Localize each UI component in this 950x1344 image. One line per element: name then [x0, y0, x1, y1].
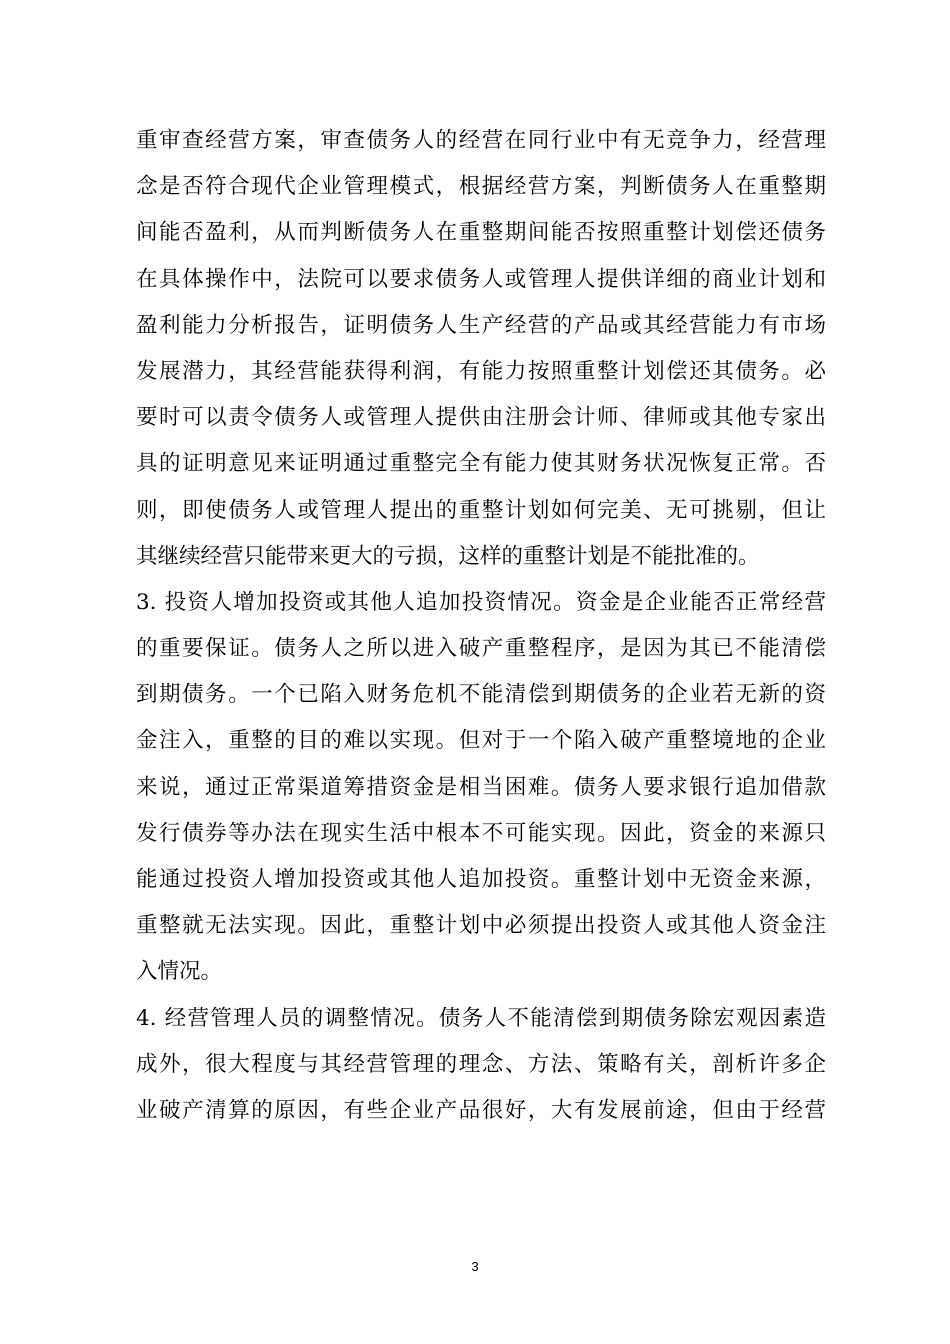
text-line: 3. 投资人增加投资或其他人追加投资情况。资金是企业能否正常经营	[136, 589, 826, 615]
text-line: 盈利能力分析报告，证明债务人生产经营的产品或其经营能力有市场	[136, 312, 826, 338]
text-line: 重整就无法实现。因此，重整计划中必须提出投资人或其他人资金注	[136, 913, 826, 939]
text-line: 发展潜力，其经营能获得利润，有能力按照重整计划偿还其债务。必	[136, 358, 826, 384]
text-line: 念是否符合现代企业管理模式，根据经营方案，判断债务人在重整期	[136, 174, 826, 200]
text-line: 发行债券等办法在现实生活中根本不可能实现。因此，资金的来源只	[136, 820, 826, 846]
body-text	[136, 118, 826, 1134]
text-line: 来说，通过正常渠道筹措资金是相当困难。债务人要求银行追加借款	[136, 774, 826, 800]
text-line: 则，即使债务人或管理人提出的重整计划如何完美、无可挑剔，但让	[136, 497, 826, 523]
text-line: 成外，很大程度与其经营管理的理念、方法、策略有关，剖析许多企	[136, 1051, 826, 1077]
text-line: 能通过投资人增加投资或其他人追加投资。重整计划中无资金来源，	[136, 867, 826, 892]
text-line: 要时可以责令债务人或管理人提供由注册会计师、律师或其他专家出	[136, 405, 826, 431]
text-line: 到期债务。一个已陷入财务危机不能清偿到期债务的企业若无新的资	[136, 682, 826, 708]
text-line: 金注入，重整的目的难以实现。但对于一个陷入破产重整境地的企业	[136, 728, 826, 754]
text-line: 重审查经营方案，审查债务人的经营在同行业中有无竞争力，经营理	[136, 128, 826, 153]
page-number: 3	[471, 1259, 479, 1274]
text-line: 在具体操作中，法院可以要求债务人或管理人提供详细的商业计划和	[136, 266, 826, 292]
text-line: 的重要保证。债务人之所以进入破产重整程序，是因为其已不能清偿	[136, 636, 826, 662]
text-line: 入情况。	[136, 959, 223, 985]
text-line: 其继续经营只能带来更大的亏损，这样的重整计划是不能批准的。	[136, 543, 760, 569]
text-line: 具的证明意见来证明通过重整完全有能力使其财务状况恢复正常。否	[136, 451, 826, 477]
text-line: 间能否盈利，从而判断债务人在重整期间能否按照重整计划偿还债务	[136, 220, 826, 246]
text-line: 4. 经营管理人员的调整情况。债务人不能清偿到期债务除宏观因素造	[136, 1005, 826, 1031]
text-line: 业破产清算的原因，有些企业产品很好，大有发展前途，但由于经营	[136, 1097, 826, 1123]
